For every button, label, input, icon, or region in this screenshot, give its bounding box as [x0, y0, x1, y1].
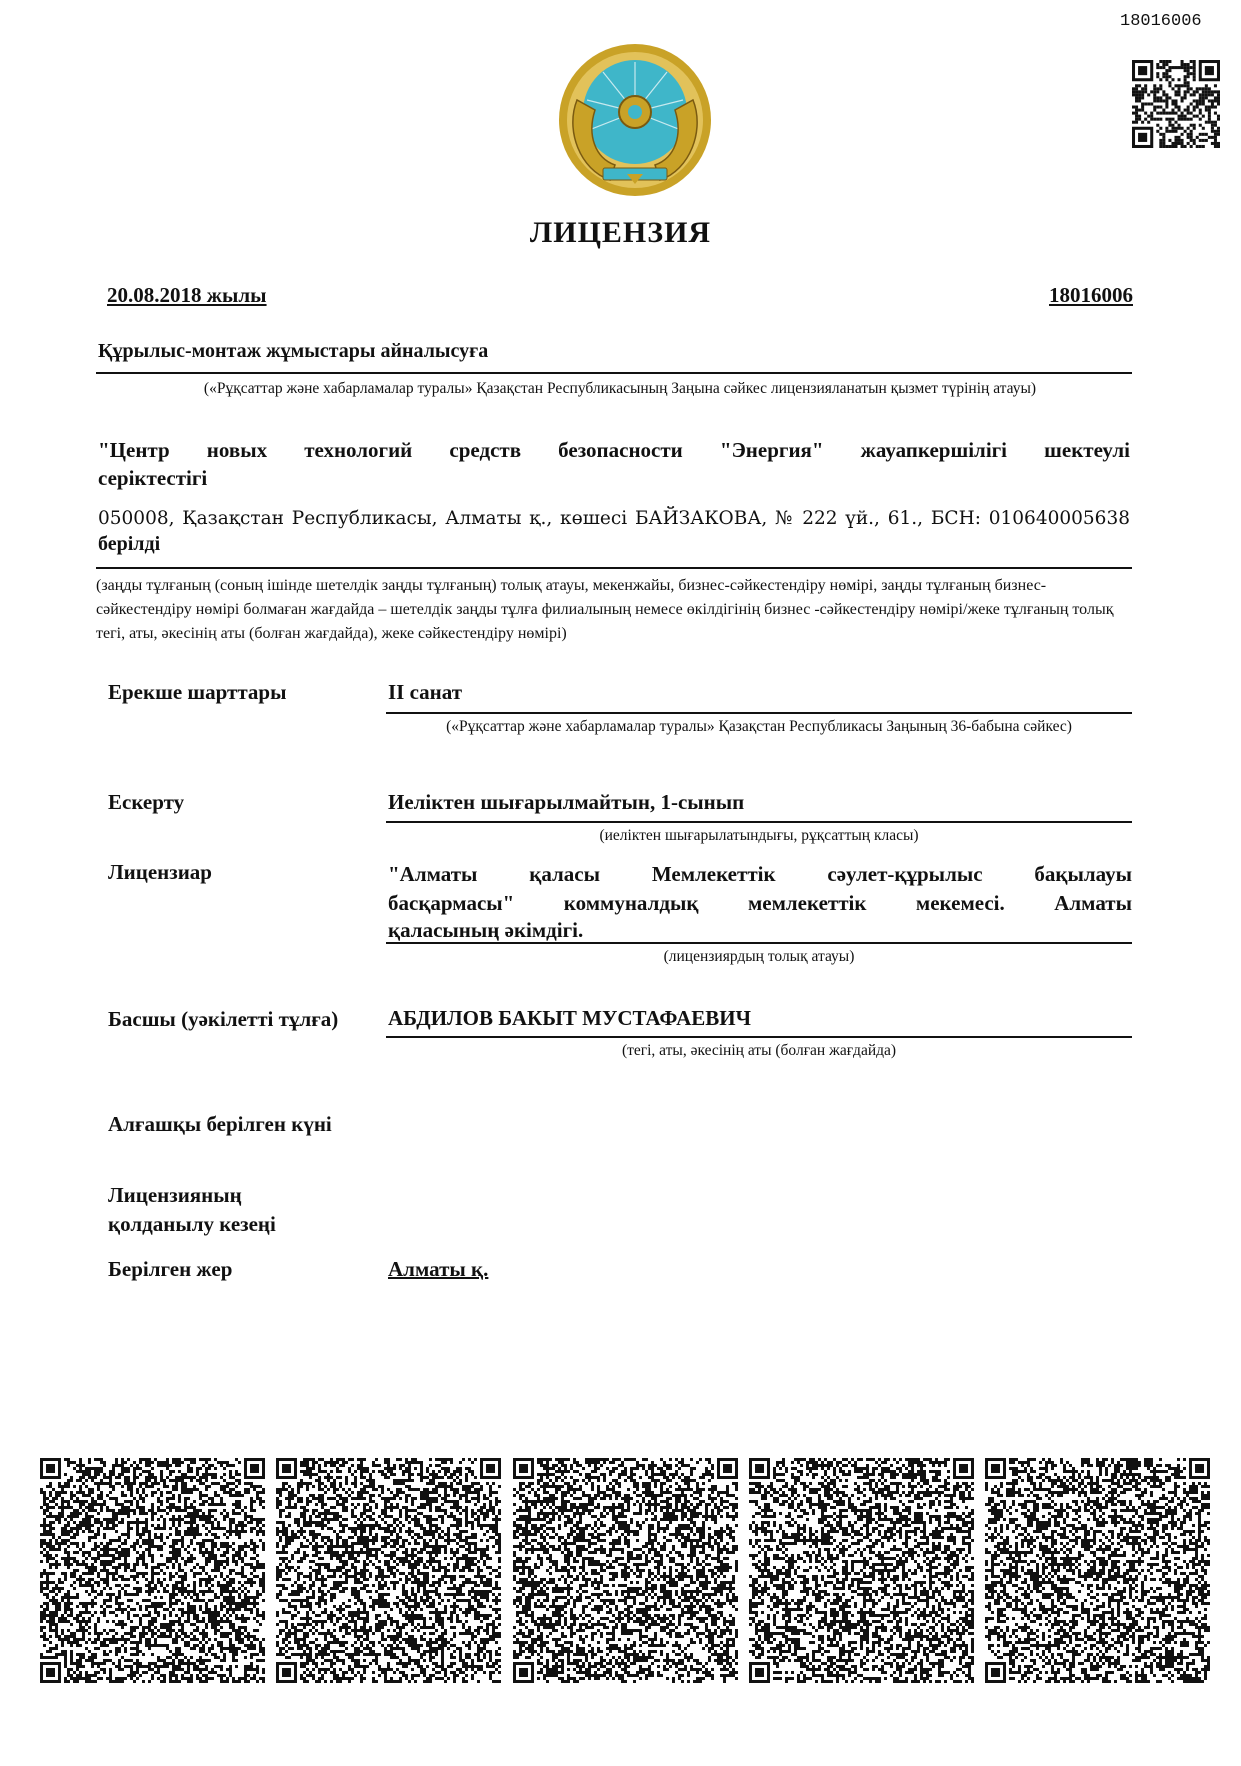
- issued-label: берілді: [98, 533, 161, 555]
- licensee-caption: (заңды тұлғаның (соның ішінде шетелдік заңды тұлғаның) толық атауы, мекенжайы, бизнес-сәйкестендіру нөмірі, заңды тұлғаның бизнес-сәйкестендіру нөмірі болмаған жағдайда – шетелдік заңды тұлға филиалының немесе өкілдігінің бизнес -сәйкестендіру нөмірі/жеке тұлғаның толық тегі, аты, әкесінің аты (болған жағдайда), жеке сәйкестендіру нөмірі): [96, 577, 1114, 642]
- head-caption: (тегі, аты, әкесінің аты (болған жағдайда): [621, 1042, 897, 1059]
- activity-type: Құрылыс-монтаж жұмыстары айналысуға: [98, 340, 489, 362]
- qr-code-row: [40, 1458, 1210, 1688]
- qr-code-small: [1132, 60, 1220, 148]
- licensee-address: 050008, Қазақстан Республикасы, Алматы қ., көшесі БАЙЗАКОВА, № 222 үй., 61., БСН: 010640005638: [98, 508, 1130, 529]
- special-conditions-label: Ерекше шарттары: [108, 680, 287, 704]
- note-label: Ескерту: [108, 790, 185, 814]
- head-underline: [386, 1036, 1132, 1038]
- activity-caption: («Рұқсаттар және хабарламалар туралы» Қазақстан Республикасының Заңына сәйкес лицензияланатын қызмет түрінің атауы): [203, 380, 1037, 397]
- licensee-underline: [96, 567, 1132, 569]
- state-emblem: [555, 40, 715, 200]
- document-title: ЛИЦЕНЗИЯ: [529, 216, 712, 249]
- licensor-label: Лицензиар: [108, 860, 212, 884]
- licensor-caption: (лицензиярдың толық атауы): [663, 948, 855, 965]
- licensor-underline: [386, 942, 1132, 944]
- first-issue-label: Алғашқы берілген күні: [108, 1112, 332, 1136]
- head-label: Басшы (уәкілетті тұлға): [108, 1007, 339, 1031]
- note-value: Иеліктен шығарылмайтын, 1-сынып: [388, 790, 745, 814]
- validity-label-line2: қолданылу кезеңі: [108, 1212, 276, 1236]
- qr-code-5: [985, 1458, 1210, 1683]
- license-number: 18016006: [1049, 283, 1133, 307]
- licensor-value-line3: қаласының әкімдігі.: [388, 918, 584, 942]
- validity-label-line1: Лицензияның: [108, 1183, 242, 1207]
- licensor-value-line2: басқармасы" коммуналдық мемлекеттік мекемесі. Алматы: [388, 891, 1132, 915]
- licensor-value-line1: "Алматы қаласы Мемлекеттік сәулет-құрылыс бақылауы: [388, 862, 1132, 886]
- note-underline: [386, 821, 1132, 823]
- qr-code-2: [276, 1458, 501, 1683]
- qr-code-4: [749, 1458, 974, 1683]
- issue-date: 20.08.2018 жылы: [107, 283, 267, 307]
- licensee-name-line2: серіктестігі: [98, 466, 208, 490]
- qr-code-3: [513, 1458, 738, 1683]
- place-label: Берілген жер: [108, 1257, 233, 1281]
- note-caption: (иеліктен шығарылатындығы, рұқсаттың класы): [599, 827, 919, 844]
- special-conditions-value: II санат: [388, 680, 463, 704]
- qr-code-1: [40, 1458, 265, 1683]
- activity-underline: [96, 372, 1132, 374]
- special-conditions-caption: («Рұқсаттар және хабарламалар туралы» Қазақстан Республикасы Заңының 36-бабына сәйкес): [446, 718, 1072, 735]
- special-conditions-underline: [386, 712, 1132, 714]
- licensee-name-line1: "Центр новых технологий средств безопасности "Энергия" жауапкершілігі шектеулі: [98, 438, 1130, 462]
- head-value: АБДИЛОВ БАКЫТ МУСТАФАЕВИЧ: [388, 1006, 751, 1030]
- place-value: Алматы қ.: [388, 1257, 489, 1281]
- document-number: 18016006: [1120, 12, 1202, 31]
